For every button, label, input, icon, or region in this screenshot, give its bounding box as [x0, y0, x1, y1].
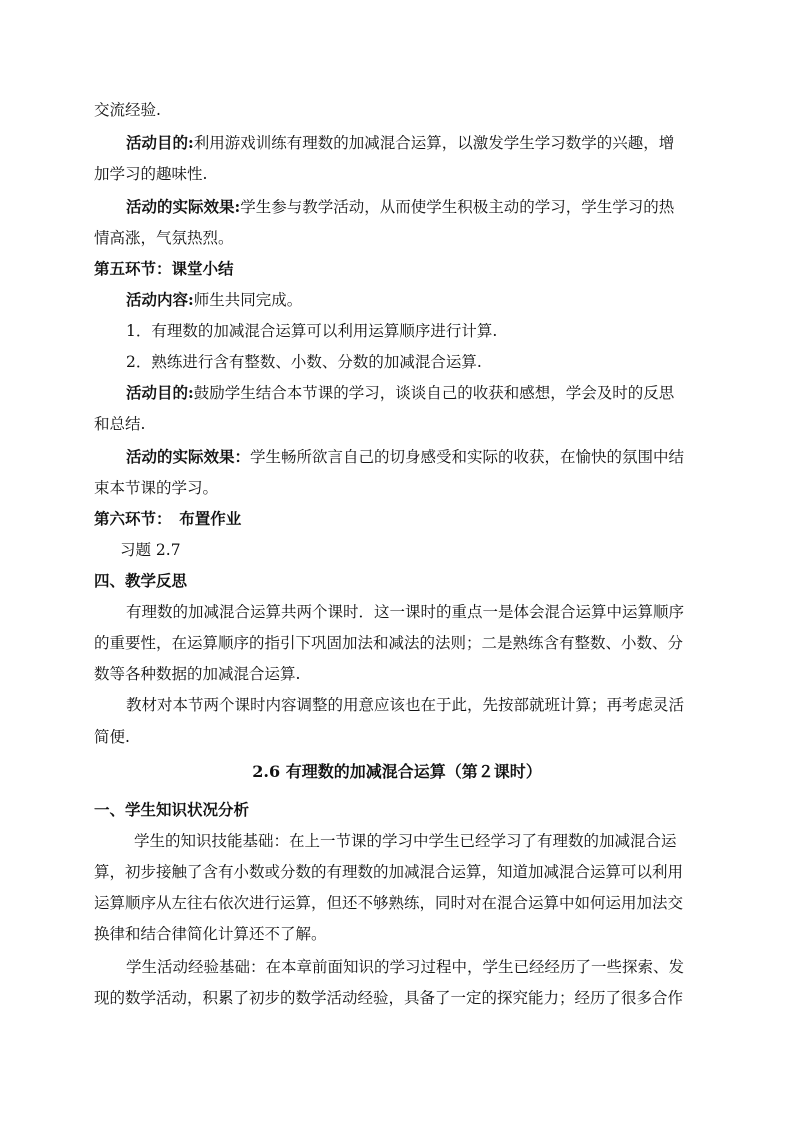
- text-line: 交流经验.: [94, 101, 161, 119]
- list-item: 2．熟练进行含有整数、小数、分数的加减混合运算.: [126, 353, 482, 371]
- text-line: 教材对本节两个课时内容调整的用意应该也在于此，先按部就班计算；再考虑灵活: [126, 696, 685, 714]
- bold-label: 活动内容:: [126, 290, 194, 309]
- bold-label: 活动的实际效果:: [126, 197, 241, 216]
- paragraph-text: 师生共同完成。: [193, 291, 303, 309]
- text-line: 有理数的加减混合运算共两个课时．这一课时的重点一是体会混合运算中运算顺序: [126, 603, 685, 621]
- paragraph-text: 鼓励学生结合本节课的学习，谈谈自己的收获和感想，学会及时的反思: [193, 384, 675, 402]
- section-heading: 一、学生知识状况分析: [94, 800, 250, 819]
- list-item: 1．有理数的加减混合运算可以利用运算顺序进行计算.: [126, 322, 498, 340]
- lesson-title: 2.6 有理数的加减混合运算（第２课时）: [252, 762, 542, 781]
- bold-label: 活动目的:: [126, 133, 194, 152]
- text-line: 情高涨，气氛热烈。: [94, 229, 234, 247]
- paragraph-line: [0, 446, 794, 470]
- paragraph-text: 利用游戏训练有理数的加减混合运算，以激发学生学习数学的兴趣，增: [193, 134, 675, 152]
- section-heading: 四、教学反思: [94, 571, 188, 590]
- text-line: 的重要性，在运算顺序的指引下巩固加法和减法的法则；二是熟练含有整数、小数、分: [94, 634, 684, 652]
- homework-line: 习题 2.7: [120, 541, 181, 559]
- section-heading: 第五环节：课堂小结: [94, 259, 234, 278]
- paragraph-line: [0, 196, 794, 220]
- text-line: 运算顺序从左往右依次进行运算，但还不够熟练，同时对在混合运算中如何运用加法交: [94, 894, 684, 912]
- paragraph-text: 学生畅所欲言自己的切身感受和实际的收获，在愉快的氛围中结: [250, 448, 685, 466]
- text-line: 数等各种数据的加减混合运算.: [94, 665, 301, 683]
- paragraph-line: [0, 382, 794, 406]
- paragraph-line: [0, 289, 794, 313]
- paragraph-text: 学生参与教学活动，从而使学生积极主动的学习，学生学习的热: [240, 198, 675, 216]
- text-line: 束本节课的学习。: [94, 479, 219, 497]
- text-line: 现的数学活动，积累了初步的数学活动经验，具备了一定的探究能力；经历了很多合作: [94, 989, 684, 1007]
- paragraph-line: [0, 132, 794, 156]
- text-line: 换律和结合律简化计算还不了解。: [94, 925, 327, 943]
- text-line: 和总结.: [94, 415, 146, 433]
- section-heading: 第六环节： 布置作业: [94, 509, 242, 528]
- bold-label: 活动目的:: [126, 383, 194, 402]
- bold-label: 活动的实际效果：: [126, 447, 251, 466]
- text-line: 加学习的趣味性.: [94, 165, 208, 183]
- text-line: 算，初步接触了含有小数或分数的有理数的加减混合运算，知道加减混合运算可以利用: [94, 863, 684, 881]
- text-line: 学生活动经验基础：在本章前面知识的学习过程中，学生已经经历了一些探索、发: [126, 958, 685, 976]
- text-line: 学生的知识技能基础：在上一节课的学习中学生已经学习了有理数的加减混合运: [134, 832, 677, 850]
- text-line: 简便.: [94, 728, 130, 746]
